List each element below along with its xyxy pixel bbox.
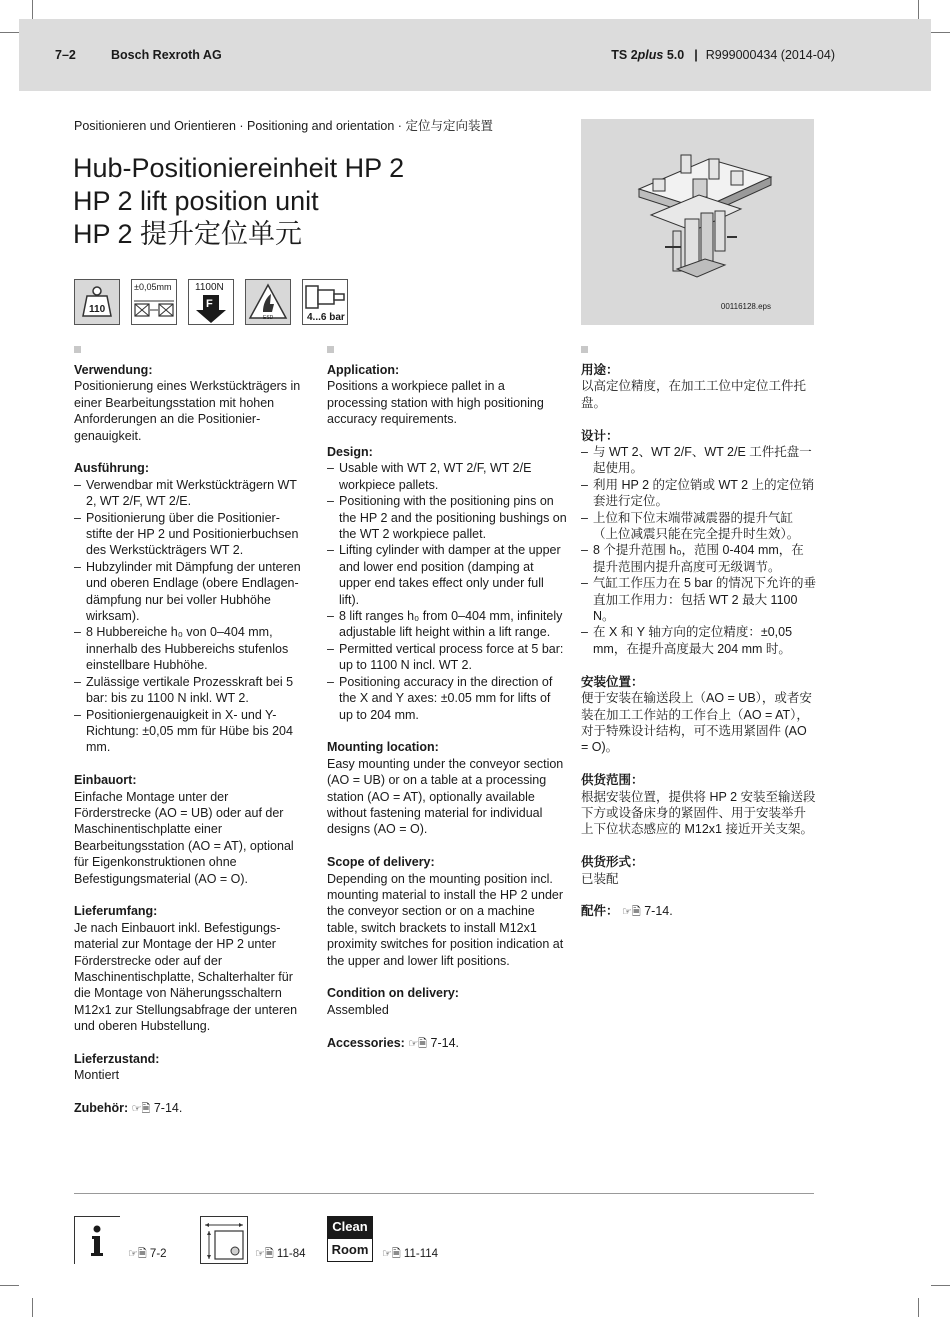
clean-room-reference[interactable] (382, 1245, 438, 1264)
condition-text: Montiert (74, 1068, 120, 1083)
esd-icon (245, 279, 291, 325)
breadcrumb: Positionieren und Orientieren · Positioning and orientation · 定位与定向装置 (74, 119, 493, 133)
design-item: – 8 Hubbereiche h₀ von 0–404 mm, innerhalb des Hubbereichs stufenlos einstellbare Hubhöhe. (74, 624, 306, 673)
usage-heading: Verwendung: (74, 363, 153, 377)
crop-mark (0, 32, 19, 33)
title-en: HP 2 lift position unit (73, 186, 319, 216)
clean-ref-page: 11-114 (403, 1248, 439, 1260)
title-zh: HP 2 提升定位单元 (73, 219, 303, 249)
accessories-link[interactable]: 7-14. (430, 1035, 460, 1050)
accessories-heading: Zubehör: (74, 1101, 129, 1116)
design-item: – Positionierung über die Positionier-stifte der HP 2 und Positionierbuchsen des Werkstückträgers WT 2. (74, 510, 306, 559)
info-reference[interactable] (128, 1245, 167, 1264)
accessories-heading: Accessories: (327, 1035, 405, 1050)
pressure-label: 4...6 bar (307, 312, 345, 323)
design-item: – Hubzylinder mit Dämpfung der unteren und oberen Endlage (obere Endlagen-dämpfung nur bei voller Hubhöhe wirksam). (74, 559, 306, 625)
mounting-heading: Mounting location: (327, 740, 439, 755)
condition-text: Assembled (327, 1002, 389, 1017)
design-item: – Positioning accuracy in the direction of the X and Y axes: ±0.05 mm for lifts of up to 204 mm. (327, 674, 567, 723)
column-marker (581, 346, 588, 353)
doc-number: R999000434 (2014-04) (705, 48, 835, 62)
crop-mark (931, 32, 950, 33)
dimensions-reference[interactable] (255, 1245, 305, 1264)
clean-room-badge[interactable] (327, 1216, 373, 1262)
header-separator: | (694, 48, 698, 62)
design-heading: Ausführung: (74, 461, 149, 476)
title-de: Hub-Positioniereinheit HP 2 (73, 153, 405, 183)
accuracy-label: ±0,05mm (134, 282, 172, 292)
scope-text: 根据安装位置，提供将 HP 2 安装至输送段下方或设备床身的紧固件、用于安装举升上下位状态感应的 M12x1 接近开关支架。 (581, 789, 816, 837)
accessories-link[interactable]: 7-14. (644, 904, 673, 919)
footer-rule (74, 1193, 814, 1194)
force-icon (188, 279, 234, 325)
design-item: – Permitted vertical process force at 5 bar: up to 1100 N incl. WT 2. (327, 641, 567, 674)
clean-room-line2: Room (327, 1238, 373, 1262)
info-ref-page: 7-2 (149, 1248, 167, 1260)
condition-heading: 供货形式： (581, 855, 644, 870)
design-item: – Zulässige vertikale Prozesskraft bei 5 bar: bis zu 1100 N inkl. WT 2. (74, 674, 306, 707)
column-german (74, 346, 306, 1134)
page-reference-icon: ☞🗎 (255, 1248, 274, 1260)
document-reference (611, 48, 835, 62)
usage-heading: 用途： (581, 363, 619, 377)
crop-mark (0, 1285, 19, 1286)
page-number: 7–2 (55, 48, 76, 62)
usage-text: Positionierung eines Werkstückträgers in einer Bearbeitungsstation mit hohen Anforderungen an die Positionier-genauigkeit. (74, 379, 301, 443)
scope-heading: 供货范围： (581, 773, 644, 788)
design-item: – Lifting cylinder with damper at the upper and lower end position (damping at upper end takes effect only under full lift). (327, 542, 567, 608)
condition-text: 已装配 (581, 871, 619, 886)
column-marker (327, 346, 334, 353)
mounting-heading: 安装位置： (581, 674, 644, 689)
design-item: – Positioning with the positioning pins on the HP 2 and the positioning bushings on the WT 2 workpiece pallet. (327, 493, 567, 542)
page-reference-icon: ☞🗎 (622, 906, 641, 919)
esd-label: ESD (263, 315, 274, 321)
feature-icons (74, 279, 348, 325)
page-title (73, 152, 404, 251)
accessories-heading: 配件： (581, 904, 619, 919)
crop-mark (32, 1298, 33, 1317)
usage-heading: Application: (327, 363, 400, 377)
design-item: – 在 X 和 Y 轴方向的定位精度：±0,05 mm，在提升高度最大 204 mm 时。 (581, 624, 816, 657)
clean-room-line1: Clean (327, 1216, 373, 1238)
design-item: – 利用 HP 2 的定位销或 WT 2 上的定位销套进行定位。 (581, 477, 816, 510)
product-prefix: TS 2 (611, 48, 638, 62)
column-chinese (581, 346, 816, 937)
lift-unit-drawing (581, 119, 814, 325)
mounting-text: 便于安装在输送段上（AO = UB），或者安装在加工工作站的工作台上（AO = AT），对于特殊设计结构，可不选用紧固件 (AO = O)。 (581, 691, 812, 755)
column-marker (74, 346, 81, 353)
page-reference-icon: ☞🗎 (131, 1103, 151, 1116)
pressure-icon (302, 279, 348, 325)
design-item: – 上位和下位末端带减震器的提升气缸（上位减震只能在完全提升时生效）。 (581, 510, 816, 543)
design-heading: Design: (327, 445, 373, 460)
condition-heading: Condition on delivery: (327, 986, 459, 1001)
product-name (611, 48, 684, 62)
column-english (327, 346, 567, 1068)
page-reference-icon: ☞🗎 (382, 1248, 401, 1260)
crop-mark (918, 0, 919, 19)
scope-heading: Scope of delivery: (327, 855, 435, 870)
crop-mark (32, 0, 33, 19)
design-item: – 与 WT 2、WT 2/F、WT 2/E 工件托盘一起使用。 (581, 444, 816, 477)
scope-text: Depending on the mounting position incl. mounting material to install the HP 2 under the conveyor section or on a machine table, switch brackets to install M12x1 proximity switches for position indication at the upper and lower lift positions. (327, 871, 564, 968)
accessories-link[interactable]: 7-14. (153, 1101, 183, 1116)
force-letter: F (206, 298, 213, 310)
design-item: – 8 lift ranges h₀ from 0–404 mm, infinitely adjustable lift height within a lift range. (327, 608, 567, 641)
design-item: – 气缸工作压力在 5 bar 的情况下允许的垂直加工作用力：包括 WT 2 最大 1100 N。 (581, 575, 816, 624)
dims-ref-page: 11-84 (276, 1248, 306, 1260)
company-name: Bosch Rexroth AG (111, 48, 222, 62)
design-item: – 8 个提升范围 h₀，范围 0-404 mm，在提升范围内提升高度可无级调节。 (581, 542, 816, 575)
dimensions-icon[interactable] (200, 1216, 248, 1264)
accessories-line (581, 903, 816, 920)
scope-text: Je nach Einbauort inkl. Befestigungs-material zur Montage der HP 2 unter Förderstrecke oder auf der Maschinentischplatte, Schalterhalter für die Montage von Näherungsschaltern M12x1 zur Stellungsabfrage der unteren und oberen Hubstellung. (74, 920, 298, 1034)
weight-value: 110 (89, 304, 106, 315)
design-item: – Positioniergenauigkeit in X- und Y-Richtung: ±0,05 mm für Hübe bis 204 mm. (74, 707, 306, 756)
usage-text: Positions a workpiece pallet in a processing station with high positioning accuracy requirements. (327, 379, 544, 427)
design-item: – Verwendbar mit Werkstückträgern WT 2, WT 2/F, WT 2/E. (74, 477, 306, 510)
weight-icon (74, 279, 120, 325)
condition-heading: Lieferzustand: (74, 1052, 160, 1066)
page-reference-icon: ☞🗎 (408, 1037, 428, 1050)
image-caption: 00116128.eps (720, 302, 771, 311)
mounting-heading: Einbauort: (74, 773, 137, 788)
product-italic: plus (637, 48, 664, 62)
crop-mark (931, 1285, 950, 1286)
info-icon[interactable] (74, 1216, 120, 1264)
page-reference-icon: ☞🗎 (128, 1248, 147, 1260)
usage-text: 以高定位精度，在加工工位中定位工件托盘。 (581, 379, 807, 410)
design-heading: 设计： (581, 428, 619, 443)
scope-heading: Lieferumfang: (74, 904, 158, 919)
crop-mark (918, 1298, 919, 1317)
product-version: 5.0 (663, 48, 685, 62)
accessories-line (74, 1100, 306, 1117)
mounting-text: Easy mounting under the conveyor section (AO = UB) or on a table at a processing station (AO = AT), optionally available without fastening material for individual designs (AO = O). (327, 756, 564, 837)
force-label: 1100N (195, 282, 224, 293)
accessories-line (327, 1035, 567, 1052)
mounting-text: Einfache Montage unter der Förderstrecke (AO = UB) oder auf der Maschinentischplatte einer Bearbeitungsstation (AO = AT), optional für Eigenkonstruktionen ohne Befestigungsmaterial (AO = O). (74, 789, 294, 886)
design-item: – Usable with WT 2, WT 2/F, WT 2/E workpiece pallets. (327, 460, 567, 493)
accuracy-icon (131, 279, 177, 325)
product-image (581, 119, 814, 325)
